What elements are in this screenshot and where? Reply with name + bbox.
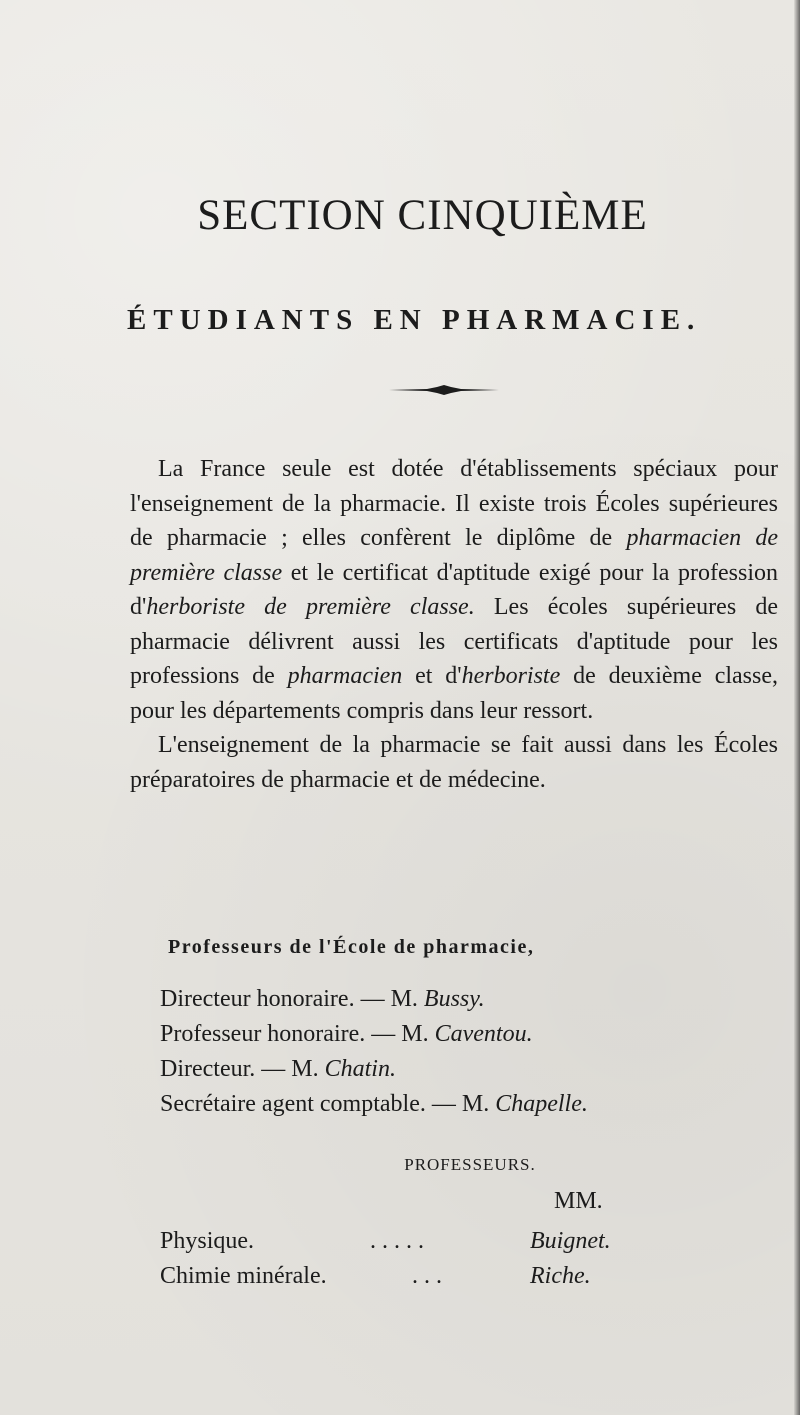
mm-label: MM. <box>554 1188 603 1214</box>
professeurs-label: PROFESSEURS. <box>404 1155 536 1174</box>
paragraph-1-italic-pharmacien: pharmacien de première classe <box>130 525 778 586</box>
paragraph-1-text: et le certificat d'aptitude exigé pour la profession d' <box>130 559 778 620</box>
chair-leader-dots: ..... <box>370 1228 430 1254</box>
paragraph-2: L'enseignement de la pharmacie se fait aussi dans les Écoles préparatoires de pharmacie et de médecine. <box>130 732 778 793</box>
chair-leader-dots: ... <box>412 1263 448 1289</box>
role-item <box>160 1087 780 1122</box>
chairs-list <box>160 1224 760 1294</box>
chair-subject: Chimie minérale. <box>160 1263 327 1289</box>
paragraph-1-italic-herboriste: herboriste de première classe. <box>146 594 475 620</box>
role-name: Chatin. <box>324 1056 396 1082</box>
ornament-divider <box>387 383 501 397</box>
role-title: Directeur honoraire. — M. <box>160 986 424 1012</box>
roles-list <box>160 982 780 1122</box>
paragraph-1-italic-herboriste-2: herboriste <box>461 663 561 689</box>
paragraph-1-text: Les écoles supérieures de pharmacie délivrent aussi les certificats d'aptitude pour les professions de <box>130 594 778 689</box>
role-title: Professeur honoraire. — M. <box>160 1021 435 1047</box>
professors-heading: Professeurs de l'École de pharmacie, <box>168 936 535 958</box>
role-name: Caventou. <box>434 1021 533 1047</box>
role-title: Directeur. — M. <box>160 1056 325 1082</box>
chair-professor: Buignet. <box>530 1228 611 1254</box>
paragraph-1-text: de deuxième classe, pour les départements compris dans leur ressort. <box>130 663 778 724</box>
section-subtitle: ÉTUDIANTS EN PHARMACIE. <box>127 304 702 336</box>
body-text <box>130 452 778 797</box>
paragraph-1-text: et d' <box>402 663 462 689</box>
role-title: Secrétaire agent comptable. — M. <box>160 1091 496 1117</box>
paragraph-1-italic-pharmacien-2: pharmacien <box>287 663 403 689</box>
chair-subject: Physique. <box>160 1228 255 1254</box>
role-item <box>160 1052 780 1087</box>
section-title: SECTION CINQUIÈME <box>197 192 648 239</box>
role-item <box>160 1017 780 1052</box>
role-name: Bussy. <box>423 986 485 1012</box>
role-item <box>160 982 780 1017</box>
paragraph-1-text: La France seule est dotée d'établissements spéciaux pour l'enseignement de la pharmacie. Il existe trois Écoles supérieures de pharmacie ; elles confèrent le diplôme de <box>130 456 778 551</box>
paragraph-1 <box>130 452 778 728</box>
role-name: Chapelle. <box>495 1091 588 1117</box>
chair-item <box>160 1224 760 1259</box>
chair-item <box>160 1259 760 1294</box>
chair-professor: Riche. <box>530 1263 591 1289</box>
